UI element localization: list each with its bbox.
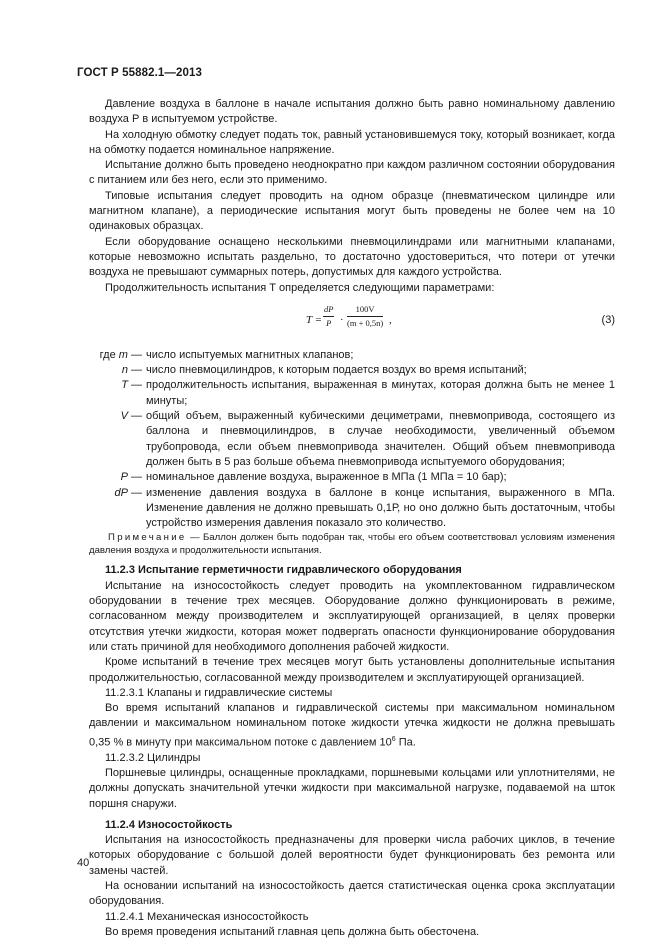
- fraction-denominator: P: [326, 317, 332, 328]
- paragraph: На основании испытаний на износостойкость дается статистическая оценка срока эксплуатации оборудования.: [89, 880, 615, 908]
- formula-lhs: T =: [306, 313, 323, 326]
- page-number: 40: [77, 857, 90, 869]
- legend-symbol: dP —: [114, 486, 142, 499]
- paragraph: Испытание на износостойкость следует проводить на укомплектованном гидравлическом оборудовании в течение трех месяцев. Оборудование должно функционировать в режиме, согласованном между производителем и эксплуатирующей организацией, в целях проверки отсутствия утечки жидкости, которая может подвергать опасности функционирование оборудования или стать причиной для необходимого дополнения рабочей жидкости.: [89, 579, 615, 653]
- legend-text: общий объем, выраженный кубическими дециметрами, пневмопривода, состоящего из баллона и пневмоцилиндров, в случае необходимости, увеличенный объемом трубопровода, если объем пневмопривода значителен. Общий объем пневмопривода должен быть в 5 раз больше объема пневмопривода испытуемого оборудования;: [146, 410, 615, 468]
- section-heading-11-2-3: 11.2.3 Испытание герметичности гидравлического оборудования: [105, 564, 462, 577]
- formula-3: [89, 302, 615, 344]
- legend-text: изменение давления воздуха в баллоне в конце испытания, выраженного в МПа. Изменение давления не должно превышать 0,1Р, но оно должно быть достаточным, чтобы устройство измерения давления показало это количество.: [146, 486, 615, 530]
- formula-dot: ·: [340, 313, 344, 326]
- paragraph: Давление воздуха в баллоне в начале испытания должно быть равно номинальному давлению воздуха Р в испытуемом устройстве.: [89, 98, 615, 126]
- note-label: Примечание: [108, 532, 187, 544]
- legend-item: [77, 348, 615, 363]
- formula-legend: [89, 348, 615, 532]
- equation-number: (3): [601, 313, 615, 326]
- legend-text: число пневмоцилиндров, к которым подается воздух во время испытаний;: [146, 364, 527, 377]
- paragraph: Во время испытаний клапанов и гидравлической системы при максимальном номинальном давлении и максимальном номинальном потоке жидкости утечка жидкости не должна превышать 0,35 % в минуту при максимальном потоке с давлением $10^6$ Па.: [89, 702, 615, 749]
- legend-symbol: V —: [120, 410, 142, 423]
- legend-text: число испытуемых магнитных клапанов;: [146, 348, 354, 361]
- paragraph: Испытания на износостойкость предназначены для проверки числа рабочих циклов, в течение которых оборудование с большой долей вероятности будет функционировать без ремонта или замены частей.: [89, 834, 615, 877]
- legend-symbol: T —: [121, 379, 142, 392]
- note-text: — Баллон должен быть подобран так, чтобы его объем соответствовал условиям изменения давления воздуха и продолжительности испытания.: [89, 532, 615, 557]
- legend-item: [89, 378, 615, 409]
- legend-symbol: где m —: [99, 348, 142, 361]
- legend-text: продолжительность испытания, выраженная в минутах, которая должна быть не менее 1 минуты;: [146, 379, 615, 407]
- paragraph: Типовые испытания следует проводить на одном образце (пневматическом цилиндре или магнитном клапане), а периодические испытания могут быть проведены не более чем на 10 одинаковых образцах.: [89, 189, 615, 233]
- subsection-heading-11-2-3-2: 11.2.3.2 Цилиндры: [105, 751, 201, 764]
- document-header: ГОСТ Р 55882.1—2013: [77, 67, 202, 79]
- legend-symbol: n —: [121, 364, 142, 377]
- subsection-heading-11-2-4-1: 11.2.4.1 Механическая износостойкость: [105, 910, 309, 923]
- subsection-heading-11-2-3-1: 11.2.3.1 Клапаны и гидравлические системы: [105, 686, 333, 699]
- legend-item: [89, 486, 615, 532]
- legend-item: [89, 363, 615, 378]
- paragraph: На холодную обмотку следует подать ток, равный установившемуся току, который возникает, когда на обмотку подается номинальное напряжение.: [89, 128, 615, 156]
- fraction-numerator: 100V: [347, 304, 383, 317]
- page-body: [89, 97, 615, 940]
- formula-fraction-dp-p: [323, 304, 334, 329]
- paragraph: Если оборудование оснащено несколькими пневмоцилиндрами или магнитными клапанами, которые невозможно испытать раздельно, то достаточно удостовериться, что потери от утечки воздуха не превышают суммарных потерь, допустимых для каждого устройства.: [89, 235, 615, 279]
- paragraph: Продолжительность испытания Т определяется следующими параметрами:: [105, 281, 495, 294]
- paragraph: Испытание должно быть проведено неоднократно при каждом различном состоянии оборудования с питанием или без него, если это применимо.: [89, 159, 615, 187]
- formula-comma: ,: [389, 313, 392, 326]
- legend-symbol: P —: [120, 471, 142, 484]
- formula-fraction-volume: [347, 304, 383, 329]
- paragraph: Кроме испытаний в течение трех месяцев могут быть установлены дополнительные испытания продолжительностью, согласованной между производителем и эксплуатирующей организацией.: [89, 656, 615, 684]
- fraction-numerator: dP: [323, 304, 334, 317]
- legend-item: [89, 470, 615, 485]
- note: [89, 531, 615, 557]
- paragraph: Во время проведения испытаний главная цепь должна быть обесточена.: [105, 925, 480, 938]
- fraction-denominator: (m + 0,5n): [347, 317, 384, 328]
- paragraph: Поршневые цилиндры, оснащенные прокладками, поршневыми кольцами или уплотнителями, не должны допускать значительной утечки жидкости при максимальной нагрузке, подаваемой на шток поршня снаружи.: [89, 766, 615, 810]
- legend-text: номинальное давление воздуха, выраженное в МПа (1 МПа = 10 бар);: [146, 471, 507, 484]
- legend-item: [89, 409, 615, 470]
- section-heading-11-2-4: 11.2.4 Износостойкость: [105, 818, 233, 831]
